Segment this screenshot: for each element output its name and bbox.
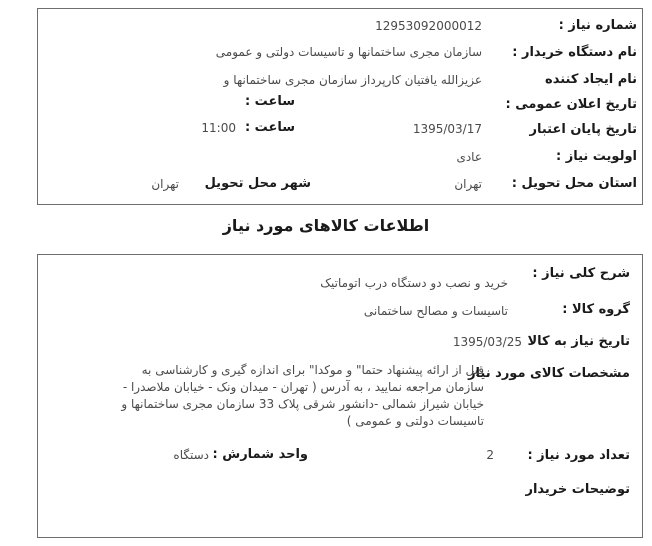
priority-value: عادی	[456, 150, 482, 164]
specs-line: قبل از ارائه پیشنهاد حتما" و موکدا" برای اندازه گیری و کارشناسی به	[141, 363, 484, 377]
delivery-city-value: تهران	[151, 177, 179, 191]
specs-line: سازمان مراجعه نمایید ، به آدرس ( تهران - میدان ونک - خیابان ملاصدرا -	[122, 380, 484, 394]
validity-end-time-label: ساعت :	[244, 120, 295, 135]
creator-label: نام ایجاد کننده	[545, 72, 637, 87]
goods-group-label: گروه کالا :	[562, 302, 630, 317]
specs-line: خیابان شیراز شمالی -دانشور شرقی پلاک 33 سازمان مجری ساختمانها و	[121, 397, 484, 411]
unit-label: واحد شمارش :	[212, 447, 308, 462]
need-number-label: شماره نیاز :	[558, 18, 637, 33]
need-number-value: 12953092000012	[375, 19, 482, 33]
specs-line: تاسیسات دولتی و عمومی )	[346, 414, 484, 428]
specs-label: مشخصات کالای مورد نیاز	[468, 366, 630, 381]
buyer-notes-label: توضیحات خریدار	[525, 482, 630, 497]
goods-group-value: تاسیسات و مصالح ساختمانی	[363, 304, 508, 318]
delivery-city-label: شهر محل تحویل	[204, 176, 311, 191]
general-desc-label: شرح کلی نیاز :	[532, 266, 630, 281]
section-title: اطلاعات کالاهای مورد نیاز	[222, 216, 430, 235]
buyer-org-label: نام دستگاه خریدار :	[512, 45, 637, 60]
need-date-value: 1395/03/25	[452, 335, 522, 349]
validity-end-label: تاریخ پایان اعتبار	[529, 122, 637, 137]
public-announce-label: تاریخ اعلان عمومی :	[505, 97, 637, 112]
quantity-label: تعداد مورد نیاز :	[527, 448, 630, 463]
creator-value: عزیزالله یافتیان کارپرداز سازمان مجری ساختمانها و	[223, 73, 482, 87]
public-announce-time-label: ساعت :	[244, 94, 295, 109]
delivery-province-label: استان محل تحویل :	[511, 176, 637, 191]
general-desc-value: خرید و نصب دو دستگاه درب اتوماتیک	[320, 276, 508, 290]
validity-end-date: 1395/03/17	[412, 122, 482, 136]
quantity-value: 2	[486, 448, 494, 462]
need-date-label: تاریخ نیاز به کالا	[527, 334, 630, 349]
delivery-province-value: تهران	[454, 177, 482, 191]
unit-value: دستگاه	[173, 448, 209, 462]
specs-text	[64, 362, 484, 430]
priority-label: اولویت نیاز :	[555, 149, 637, 164]
validity-end-time: 11:00	[201, 121, 236, 135]
buyer-org-value: سازمان مجری ساختمانها و تاسیسات دولتی و عمومی	[215, 45, 482, 59]
